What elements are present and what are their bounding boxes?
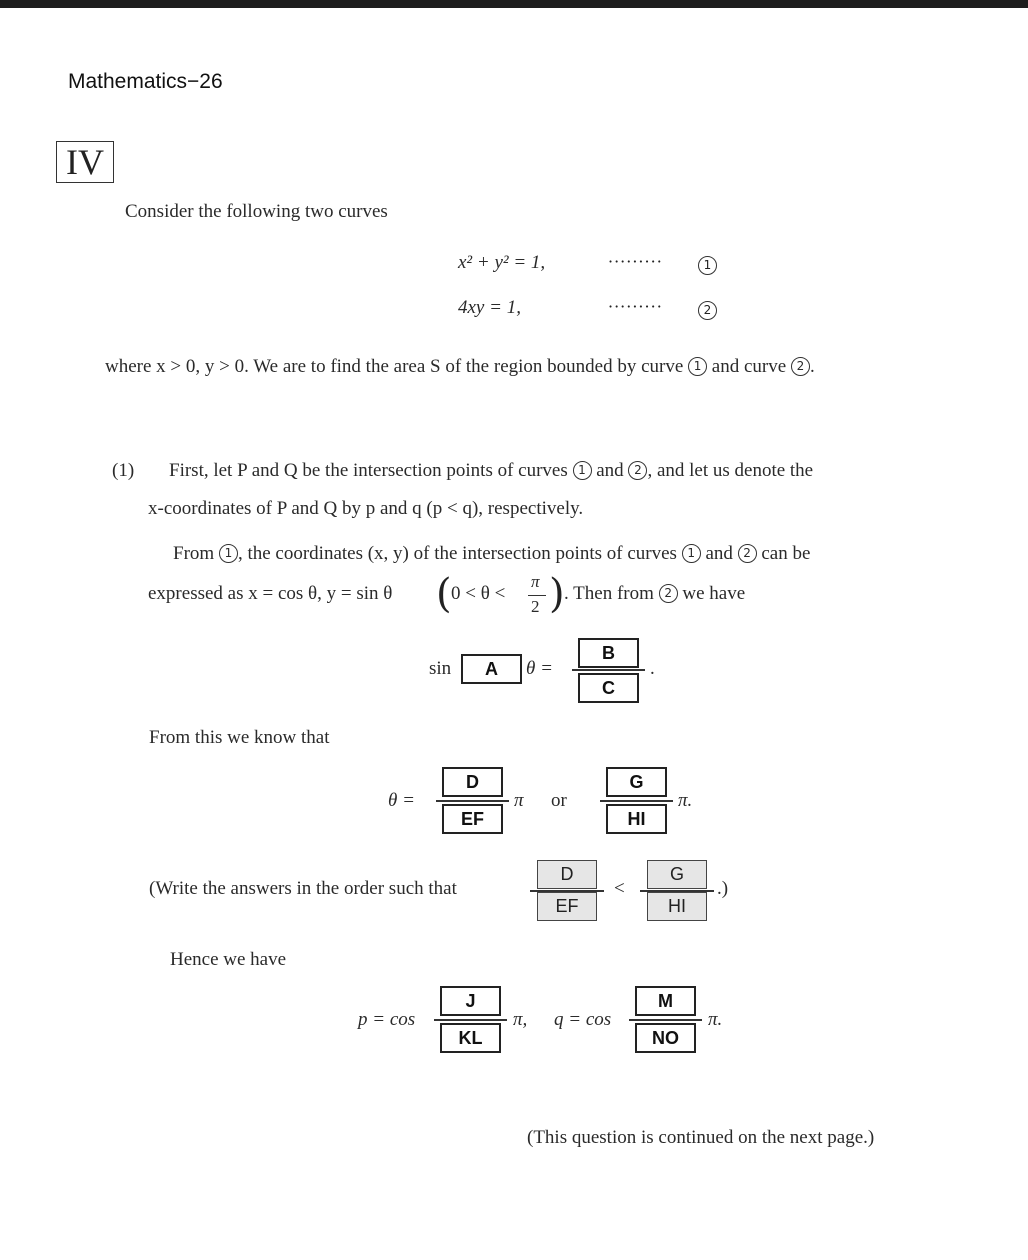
q-equals-cos: q = cos [554,1009,612,1030]
answer-box-G: G [606,767,667,797]
continued-note: (This question is continued on the next page.) [527,1127,875,1148]
part1-line1-c: , and let us denote the [647,460,814,481]
ref-box-G: G [647,860,707,889]
fraction-bar [436,800,509,802]
period: . [650,658,655,679]
part1-line3-d: can be [761,543,811,564]
where-line [105,356,815,378]
answer-box-B: B [578,638,639,668]
fraction-bar [600,800,673,802]
part1-line3-b: , the coordinates (x, y) of the intersection points of curves [237,543,677,564]
curve-ref-2: 2 [628,461,647,480]
or-text: or [551,790,567,811]
answer-box-HI: HI [606,804,667,834]
ref-box-HI: HI [647,892,707,921]
part1-line4-b-text: . Then from [564,583,654,604]
pi-numerator: π [531,572,540,591]
part1-line1-b: and [596,460,624,481]
fraction-bar [434,1019,507,1021]
equation-1: x² + y² = 1, [458,252,546,273]
sin-text: sin [429,658,452,679]
pi-1: π [514,790,524,811]
less-than: < [614,878,625,899]
paren-open: ( [436,571,452,617]
curve-number-2: 2 [698,301,717,320]
theta-lhs: θ = [388,790,415,811]
part1-line3-a: From [173,543,215,564]
answer-box-KL: KL [440,1023,501,1053]
curve-number-1: 1 [698,256,717,275]
ref-box-EF: EF [537,892,597,921]
where-text-b: and curve [711,356,787,377]
theta-range: 0 < θ < [451,583,506,604]
part-label: (1) [112,460,135,481]
close-paren: .) [717,878,729,899]
part1-line2: x-coordinates of P and Q by p and q (p < q), respectively. [148,498,584,519]
answer-box-EF: EF [442,804,503,834]
pi-comma: π, [513,1009,528,1030]
p-equals-cos: p = cos [358,1009,416,1030]
answer-box-D: D [442,767,503,797]
where-text-c: . [809,356,815,377]
paren-close: ) [549,571,565,617]
hence-text: Hence we have [170,949,287,970]
fraction-bar [528,595,546,596]
equation-2-dots: ········· [608,297,663,316]
ref-box-D: D [537,860,597,889]
equation-2: 4xy = 1, [458,297,521,318]
part1-line4-a: expressed as x = cos θ, y = sin θ [148,583,393,604]
where-text-a: where x > 0, y > 0. We are to find the area S of the region bounded by curve [105,356,684,377]
curve-ref-1: 1 [688,357,707,376]
curve-ref-2: 2 [738,544,757,563]
section-label: IV [56,141,114,183]
curve-ref-2: 2 [659,584,678,603]
two-denominator: 2 [531,597,540,616]
answer-box-J: J [440,986,501,1016]
page-header: Mathematics−26 [68,70,223,93]
equation-1-dots: ········· [608,252,663,271]
from-this-text: From this we know that [149,727,330,748]
curve-ref-2: 2 [791,357,810,376]
intro-text: Consider the following two curves [125,201,388,222]
curve-ref-1: 1 [219,544,238,563]
part1-line4-b [564,583,745,605]
part1-line1 [169,460,813,482]
part1-line3-c: and [705,543,733,564]
curve-ref-1: 1 [573,461,592,480]
answer-box-C: C [578,673,639,703]
curve-ref-1: 1 [682,544,701,563]
theta-equals: θ = [526,658,553,679]
pi-2: π. [678,790,693,811]
part1-line3 [173,543,810,565]
answer-box-NO: NO [635,1023,696,1053]
write-note-text: (Write the answers in the order such that [149,878,457,899]
answer-box-M: M [635,986,696,1016]
top-border [0,0,1028,8]
part1-line1-a: First, let P and Q be the intersection points of curves [169,460,568,481]
pi-period: π. [708,1009,723,1030]
fraction-bar [629,1019,702,1021]
answer-box-A: A [461,654,522,684]
part1-line4-c: we have [682,583,746,604]
fraction-bar [572,669,645,671]
